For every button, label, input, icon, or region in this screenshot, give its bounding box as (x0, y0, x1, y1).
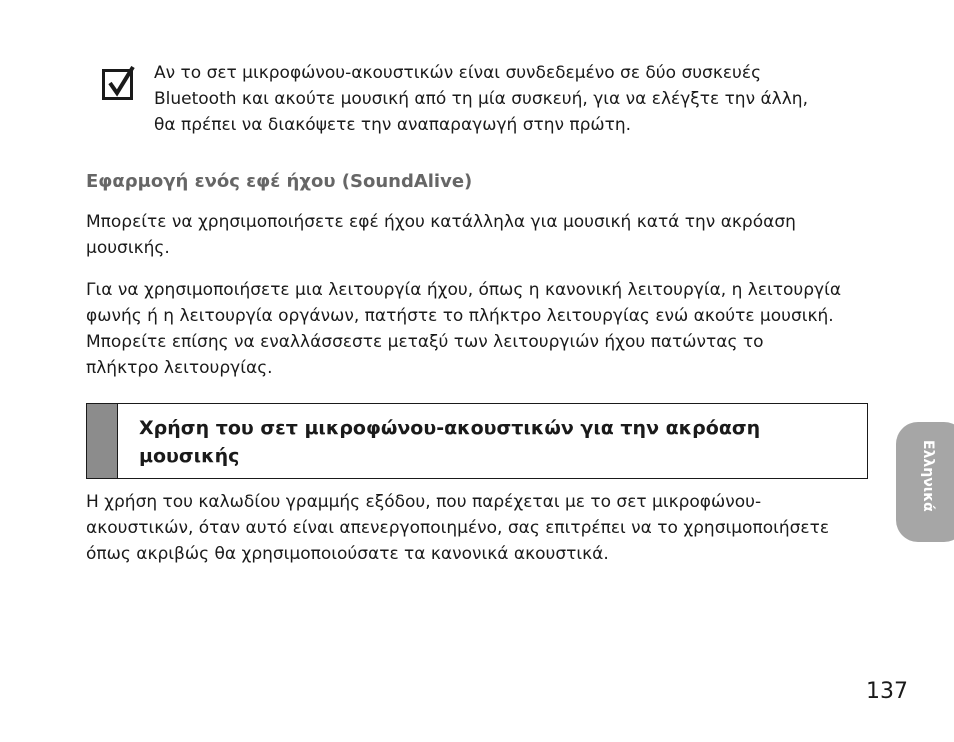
paragraph-line-out-cable (86, 489, 886, 567)
paragraph-line: πλήκτρο λειτουργίας. (86, 358, 273, 378)
checkbox-checked-icon (102, 66, 136, 100)
paragraph-line: φωνής ή η λειτουργία οργάνων, πατήστε το πλήκτρο λειτουργίας ενώ ακούτε μουσική. (86, 306, 834, 326)
note-line: θα πρέπει να διακόψετε την αναπαραγωγή στην πρώτη. (154, 115, 632, 135)
paragraph-line: ακουστικών, όταν αυτό είναι απενεργοποιημένο, σας επιτρέπει να το χρησιμοποιήσετε (86, 518, 830, 538)
paragraph-sound-modes (86, 277, 886, 381)
paragraph-line: Μπορείτε επίσης να εναλλάσσεστε μεταξύ των λειτουργιών ήχου πατώντας το (86, 332, 764, 352)
paragraph-line: μουσικής. (86, 238, 170, 258)
language-side-tab-label: Ελληνικά (920, 440, 936, 512)
paragraph-soundalive-intro (86, 209, 886, 261)
paragraph-line: Για να χρησιμοποιήσετε μια λειτουργία ήχου, όπως η κανονική λειτουργία, η λειτουργία (86, 280, 842, 300)
note-text (154, 60, 874, 138)
paragraph-line: όπως ακριβώς θα χρησιμοποιούσατε τα κανονικά ακουστικά. (86, 544, 609, 564)
paragraph-line: Μπορείτε να χρησιμοποιήσετε εφέ ήχου κατάλληλα για μουσική κατά την ακρόαση (86, 212, 796, 232)
section-heading-line: μουσικής (139, 445, 240, 467)
section-heading-line: Χρήση του σετ μικροφώνου-ακουστικών για την ακρόαση (139, 417, 761, 439)
note-line: Bluetooth και ακούτε μουσική από τη μία συσκευή, για να ελέγξτε την άλλη, (154, 89, 808, 109)
section-heading-box (86, 403, 868, 479)
page-number: 137 (866, 679, 908, 704)
section-heading (139, 414, 849, 470)
subheading: Εφαρμογή ενός εφέ ήχου (SoundAlive) (86, 171, 473, 192)
section-heading-bar (87, 404, 118, 478)
paragraph-line: Η χρήση του καλωδίου γραμμής εξόδου, που παρέχεται με το σετ μικροφώνου- (86, 492, 762, 512)
note-line: Αν το σετ μικροφώνου-ακουστικών είναι συνδεδεμένο σε δύο συσκευές (154, 63, 762, 83)
